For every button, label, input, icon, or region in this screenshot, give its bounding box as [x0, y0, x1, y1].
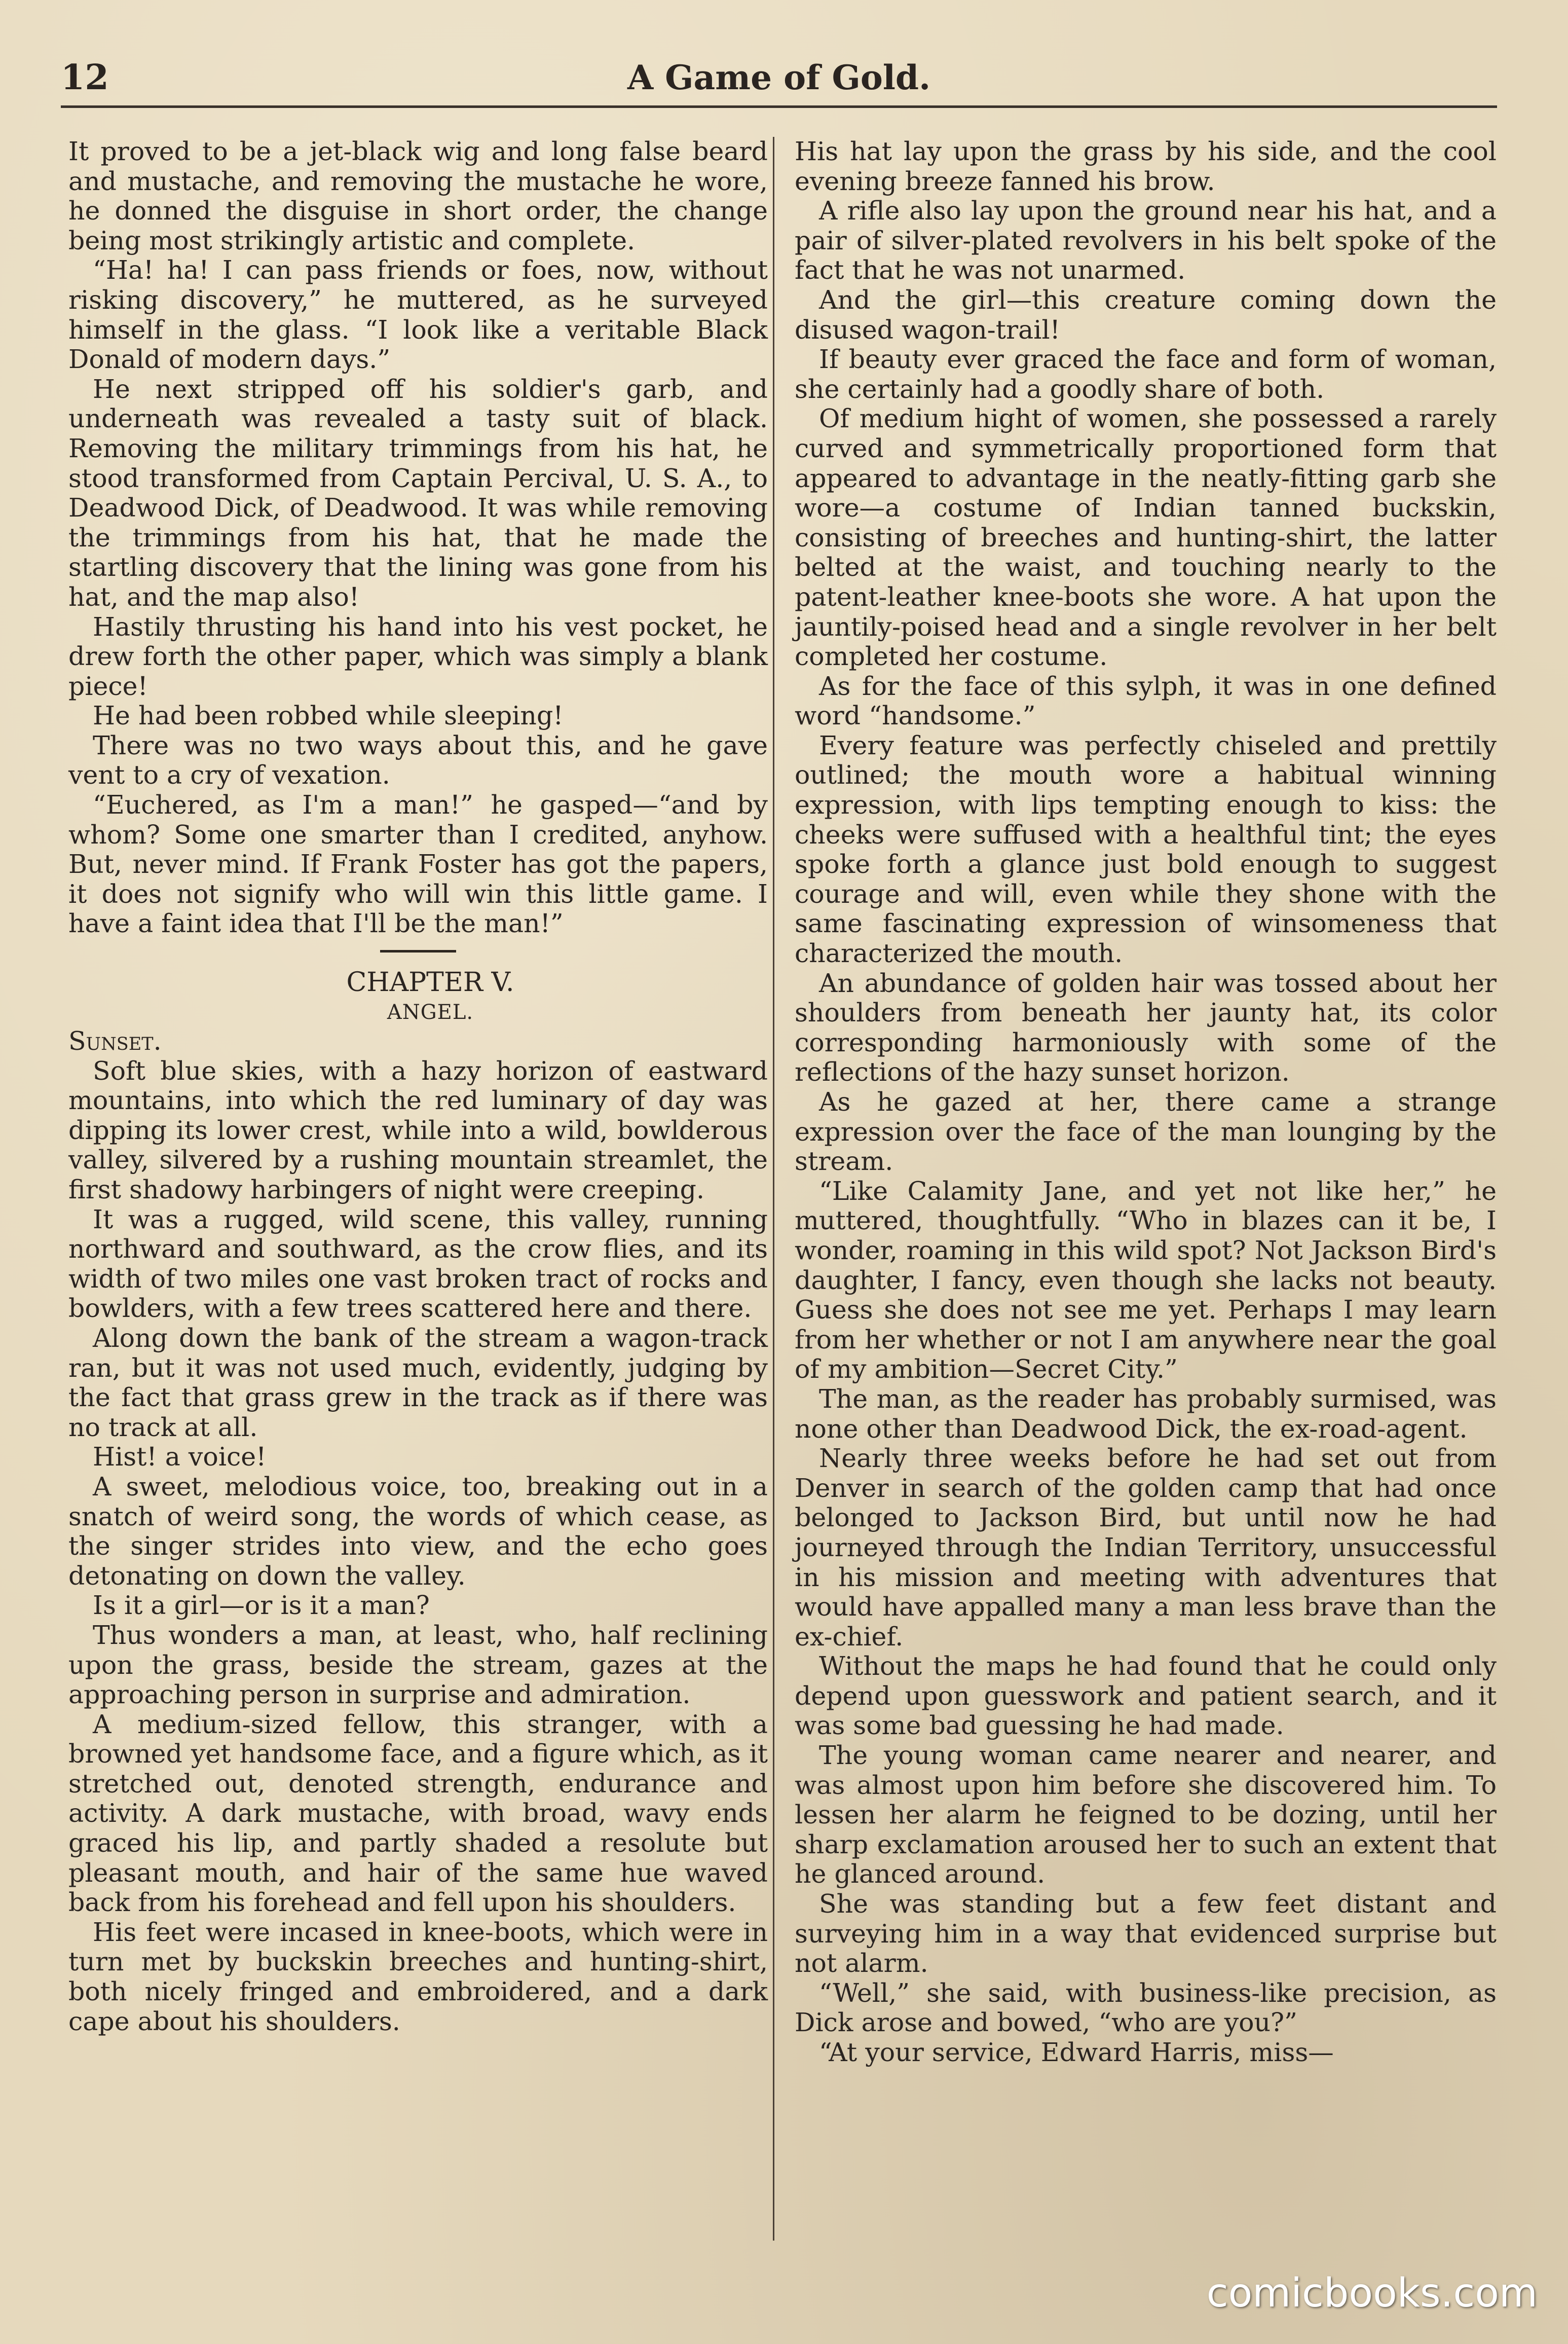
paragraph: And the girl—this creature coming down the disused wagon-trail! — [795, 284, 1497, 345]
paragraph: “At your service, Edward Harris, miss— — [819, 2037, 1334, 2067]
paragraph: Every feature was perfectly chiseled and prettily outlined; the mouth wore a habitual winning expression, with lips tempting enough to kiss: the cheeks were suffused with a healthful tint; the eyes spoke forth a glance just bold enough to suggest courage and will, even while they shone with the same fascinating expression of winsomeness that characterized the mouth. — [795, 730, 1497, 969]
page-header — [61, 50, 1497, 108]
paragraph: An abundance of golden hair was tossed about her shoulders from beneath her jaunty hat, its color corresponding harmoniously with some of the reflections of the hazy sunset horizon. — [795, 968, 1497, 1087]
left-column — [68, 137, 768, 2036]
paragraph: “Ha! ha! I can pass friends or foes, now, without risking discovery,” he muttered, as he surveyed himself in the glass. “I look like a veritable Black Donald of modern days.” — [68, 255, 768, 375]
paragraph: Is it a girl—or is it a man? — [93, 1590, 430, 1621]
column-divider — [773, 137, 774, 2241]
paragraph: “Well,” she said, with business-like precision, as Dick arose and bowed, “who are you?” — [795, 1977, 1497, 2038]
paragraph: Soft blue skies, with a hazy horizon of eastward mountains, into which the red luminary of day was dipping its lower crest, while into a wild, bowlderous valley, silvered by a rushing mountain streamlet, the first shadowy harbingers of night were creeping. — [68, 1055, 768, 1204]
paragraph: He had been robbed while sleeping! — [93, 701, 564, 731]
right-column — [795, 137, 1497, 2068]
paragraph: “Like Calamity Jane, and yet not like her,” he muttered, thoughtfully. “Who in blazes can it be, I wonder, roaming in this wild spot? Not Jackson Bird's daughter, I fancy, even though she lacks not beauty. Guess she does not see me yet. Perhaps I may learn from her whether or not I am anywhere near the goal of my ambition—Secret City.” — [795, 1176, 1497, 1384]
paragraph: His feet were incased in knee-boots, which were in turn met by buckskin breeches and hunting-shirt, both nicely fringed and embroidered, and a dark cape about his shoulders. — [68, 1917, 768, 2036]
paragraph: Nearly three weeks before he had set out from Denver in search of the golden camp that had once belonged to Jackson Bird, but until now he had journeyed through the Indian Territory, unsuccessful in his mission and meeting with adventures that would have appalled many a man less brave than the ex-chief. — [795, 1443, 1497, 1652]
paragraph: If beauty ever graced the face and form of woman, she certainly had a goodly share of both. — [795, 344, 1497, 404]
paragraph: Of medium hight of women, she possessed a rarely curved and symmetrically proportioned form that appeared to advantage in the neatly-fitting garb she wore—a costume of Indian tanned buckskin, consisting of breeches and hunting-shirt, the latter belted at the waist, and touching nearly to the patent-leather knee-boots she wore. A hat upon the jauntily-poised head and a single revolver in her belt completed her costume. — [795, 404, 1497, 672]
paragraph: A sweet, melodious voice, too, breaking out in a snatch of weird song, the words of which cease, as the singer strides into view, and the echo goes detonating on down the valley. — [68, 1471, 768, 1591]
paragraph: Hist! a voice! — [93, 1442, 267, 1472]
paragraph: He next stripped off his soldier's garb, and underneath was revealed a tasty suit of black. Removing the military trimmings from his hat, he stood transformed from Captain Percival, U. S. A., to Deadwood Dick, of Deadwood. It was while removing the trimmings from his hat, that he made the startling discovery that the lining was gone from his hat, and the map also! — [68, 374, 768, 612]
paragraph: Without the maps he had found that he could only depend upon guesswork and patient search, and it was some bad guessing he had made. — [795, 1651, 1497, 1741]
paragraph: His hat lay upon the grass by his side, and the cool evening breeze fanned his brow. — [795, 136, 1497, 196]
paragraph: Hastily thrusting his hand into his vest pocket, he drew forth the other paper, which was simply a blank piece! — [68, 611, 768, 701]
paragraph: As he gazed at her, there came a strange expression over the face of the man lounging by the stream. — [795, 1087, 1497, 1177]
paragraph: The man, as the reader has probably surmised, was none other than Deadwood Dick, the ex-road-agent. — [795, 1383, 1497, 1444]
chapter-rule — [380, 950, 456, 953]
chapter-title: CHAPTER V. — [346, 967, 514, 998]
paragraph: It was a rugged, wild scene, this valley, running northward and southward, as the crow flies, and its width of two miles one vast broken tract of rocks and bowlders, with a few trees scattered here and there. — [68, 1204, 768, 1324]
sunset-heading: Sunset. — [68, 1026, 162, 1056]
paragraph: “Euchered, as I'm a man!” he gasped—“and by whom? Some one smarter than I credited, anyhow. But, never mind. If Frank Foster has got the papers, it does not signify who will win this little game. I have a faint idea that I'll be the man!” — [68, 790, 768, 939]
paragraph: She was standing but a few feet distant and surveying him in a way that evidenced surprise but not alarm. — [795, 1889, 1497, 1979]
paragraph: The young woman came nearer and nearer, and was almost upon him before she discovered him. To lessen her alarm he feigned to be dozing, until her sharp exclamation aroused her to such an extent that he glanced around. — [795, 1740, 1497, 1889]
chapter-subtitle: ANGEL. — [387, 1001, 474, 1024]
paragraph: As for the face of this sylph, it was in one defined word “handsome.” — [795, 671, 1497, 731]
left-paragraphs-before — [68, 137, 768, 939]
right-paragraphs — [795, 137, 1497, 2068]
paragraph: It proved to be a jet-black wig and long false beard and mustache, and removing the mustache he wore, he donned the disguise in short order, the change being most strikingly artistic and complete. — [68, 136, 768, 255]
left-paragraphs-after — [68, 1056, 768, 2037]
running-title: A Game of Gold. — [627, 58, 931, 97]
paragraph: A rifle also lay upon the ground near his hat, and a pair of silver-plated revolvers in his belt spoke of the fact that he was not unarmed. — [795, 196, 1497, 285]
page-number: 12 — [61, 57, 109, 98]
paragraph: Along down the bank of the stream a wagon-track ran, but it was not used much, evidently, judging by the fact that grass grew in the track as if there was no track at all. — [68, 1323, 768, 1442]
paragraph: Thus wonders a man, at least, who, half reclining upon the grass, beside the stream, gazes at the approaching person in surprise and admiration. — [68, 1620, 768, 1710]
paragraph: A medium-sized fellow, this stranger, with a browned yet handsome face, and a figure which, as it stretched out, denoted strength, endurance and activity. A dark mustache, with broad, wavy ends graced his lip, and partly shaded a resolute but pleasant mouth, and hair of the same hue waved back from his forehead and fell upon his shoulders. — [68, 1709, 768, 1918]
site-watermark: comicbooks.com — [1206, 2270, 1538, 2316]
paragraph: There was no two ways about this, and he gave vent to a cry of vexation. — [68, 730, 768, 790]
